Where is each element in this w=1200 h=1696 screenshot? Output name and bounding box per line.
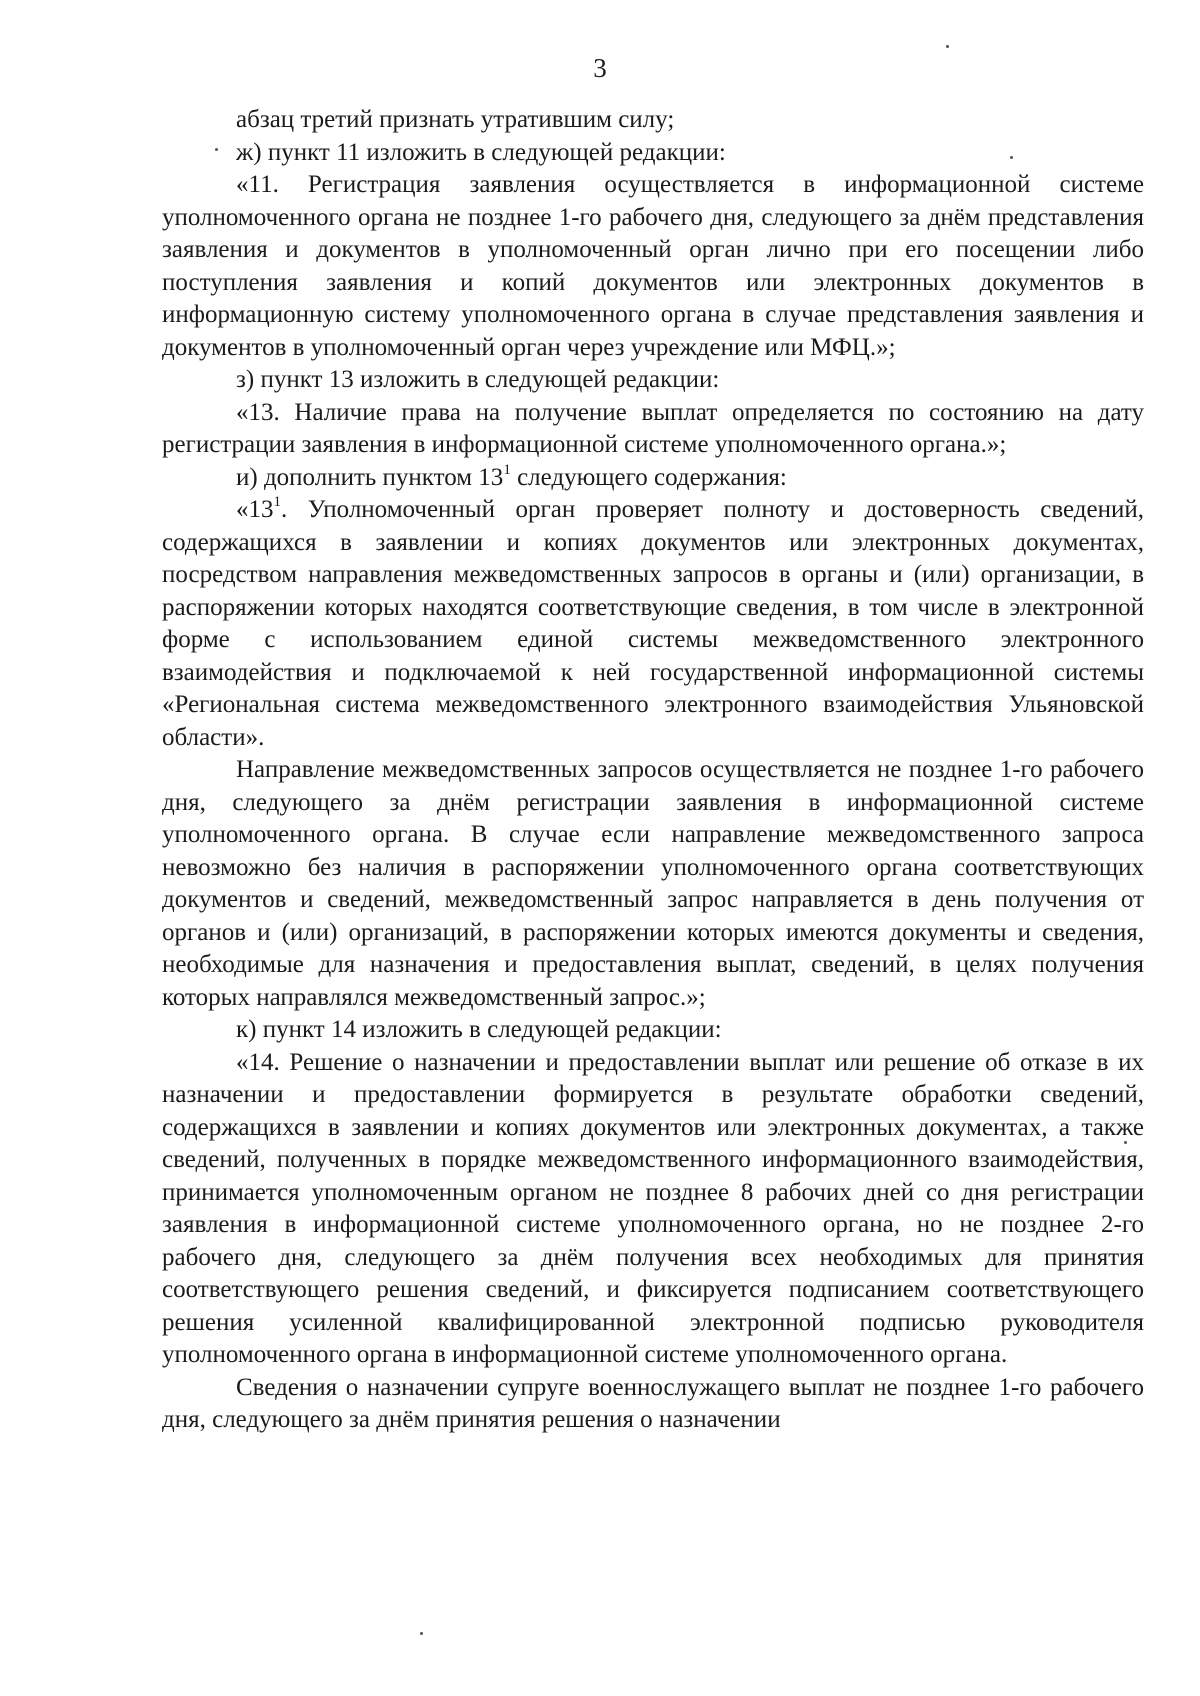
paragraph-text: к) пункт 14 изложить в следующей редакции: [236, 1016, 722, 1043]
scan-speck [1124, 1141, 1127, 1144]
scan-speck [1010, 156, 1013, 159]
paragraph-punkt-z [162, 364, 1144, 397]
superscript: 1 [273, 494, 281, 510]
paragraph-text-after: . Уполномоченный орган проверяет полноту и достоверность сведений, содержащихся в заявлении и копиях документов или электронных документах, посредством направления межведомственных запросов в органы и (или) организации, в распоряжении которых находятся соответствующие сведения, в том числе в электронной форме с использованием единой системы межведомственного электронного взаимодействия и подключаемой к ней государственной информационной системы «Региональная система межведомственного электронного взаимодействия Ульяновской области». [162, 496, 1144, 751]
paragraph-punkt-11 [162, 169, 1144, 364]
paragraph-text-before: и) дополнить пунктом 13 [236, 463, 504, 491]
paragraph-punkt-13 [162, 397, 1144, 462]
scan-speck [215, 148, 218, 151]
paragraph-abzac-tretij [162, 104, 1144, 137]
paragraph-text: абзац третий признать утратившим силу; [236, 106, 675, 133]
paragraph-text-before: «13 [236, 496, 274, 523]
paragraph-napravlenie-zaprosov [162, 754, 1144, 1014]
scan-speck [420, 1632, 423, 1635]
paragraph-text: з) пункт 13 изложить в следующей редакции: [236, 366, 720, 393]
paragraph-punkt-13-1 [162, 494, 1144, 754]
paragraph-text-after: следующего содержания: [510, 463, 787, 491]
paragraph-text: «11. Регистрация заявления осуществляется в информационной системе уполномоченного органа не позднее 1-го рабочего дня, следующего за днём представления заявления и документов в уполномоченный орган лично при его посещении либо поступления заявления и копий документов или электронных документов в информационную систему уполномоченного органа в случае представления заявления и документов в уполномоченный орган через учреждение или МФЦ.»; [162, 171, 1144, 361]
document-body [162, 104, 1144, 1437]
paragraph-punkt-i [162, 462, 1144, 495]
paragraph-svedeniya-o-naznachenii [162, 1372, 1144, 1437]
paragraph-text: «14. Решение о назначении и предоставлении выплат или решение об отказе в их назначении и предоставлении формируется в результате обработки сведений, содержащихся в заявлении и копиях документов или электронных документах, а также сведений, полученных в порядке межведомственного информационного взаимодействия, принимается уполномоченным органом не позднее 8 рабочих дней со дня регистрации заявления в информационной системе уполномоченного органа, но не позднее 2-го рабочего дня, следующего за днём получения всех необходимых для принятия соответствующего решения сведений, и фиксируется подписанием соответствующего решения усиленной квалифицированной электронной подписью руководителя уполномоченного органа в информационной системе уполномоченного органа. [162, 1048, 1144, 1368]
paragraph-punkt-zh [162, 137, 1144, 170]
paragraph-punkt-k [162, 1014, 1144, 1047]
paragraph-text: ж) пункт 11 изложить в следующей редакции: [236, 138, 726, 166]
paragraph-punkt-14 [162, 1047, 1144, 1372]
paragraph-text: «13. Наличие права на получение выплат определяется по состоянию на дату регистрации заявления в информационной системе уполномоченного органа.»; [162, 398, 1144, 458]
paragraph-text: Направление межведомственных запросов осуществляется не позднее 1-го рабочего дня, следующего за днём регистрации заявления в информационной системе уполномоченного органа. В случае если направление межведомственного запроса невозможно без наличия в распоряжении уполномоченного органа соответствующих документов и сведений, межведомственный запрос направляется в день получения от органов и (или) организаций, в распоряжении которых имеются документы и сведения, необходимые для назначения и предоставления выплат, сведений, в целях получения которых направлялся межведомственный запрос.»; [162, 756, 1144, 1011]
superscript: 1 [503, 461, 511, 478]
paragraph-text: Сведения о назначении супруге военнослужащего выплат не позднее 1-го рабочего дня, следующего за днём принятия решения о назначении [162, 1373, 1144, 1433]
page-number: 3 [593, 53, 607, 83]
scan-speck [946, 45, 949, 48]
